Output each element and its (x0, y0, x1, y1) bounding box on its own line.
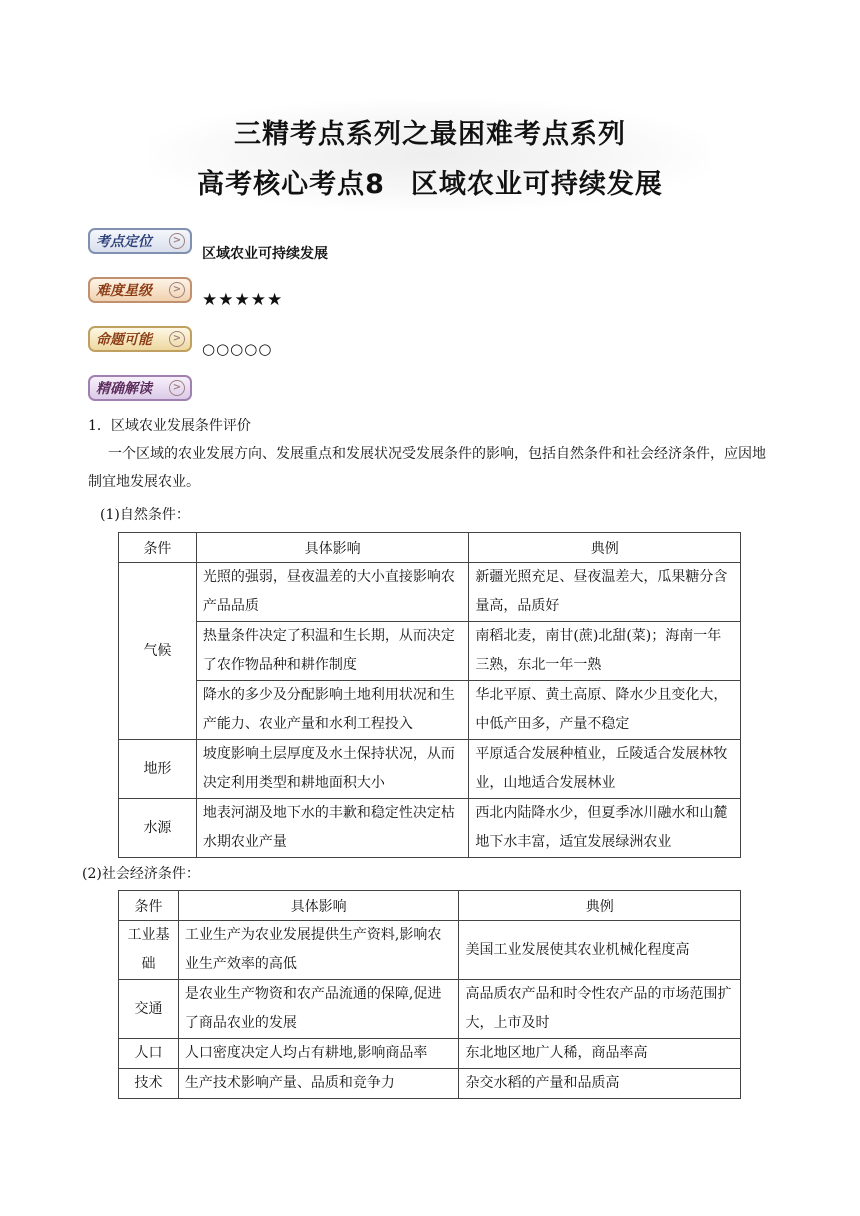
example-cell: 美国工业发展使其农业机械化程度高 (459, 921, 741, 980)
condition-cell: 气候 (119, 563, 197, 740)
condition-cell: 人口 (119, 1039, 179, 1069)
table-row (119, 799, 741, 858)
natural-conditions-table (118, 532, 741, 858)
series-title: 三精考点系列之最困难考点系列 (234, 119, 626, 150)
table-row (119, 1039, 741, 1069)
table-row (119, 980, 741, 1039)
effect-cell: 是农业生产物资和农产品流通的保障,促进了商品农业的发展 (178, 980, 459, 1039)
chevron-right-icon: > (169, 331, 185, 347)
condition-cell: 地形 (119, 740, 197, 799)
table-header-cell: 条件 (119, 533, 197, 563)
table-header-row (119, 533, 741, 563)
effect-cell: 坡度影响土层厚度及水土保持状况，从而决定利用类型和耕地面积大小 (196, 740, 469, 799)
example-cell: 西北内陆降水少，但夏季冰川融水和山麓地下水丰富，适宜发展绿洲农业 (469, 799, 741, 858)
example-cell: 东北地区地广人稀，商品率高 (459, 1039, 741, 1069)
badge-possibility (88, 326, 192, 352)
chevron-right-icon: > (169, 282, 185, 298)
effect-cell: 降水的多少及分配影响土地利用状况和生产能力、农业产量和水利工程投入 (196, 681, 469, 740)
effect-cell: 工业生产为农业发展提供生产资料,影响农业生产效率的高低 (178, 921, 459, 980)
table-header-cell: 条件 (119, 891, 179, 921)
section-heading: 1．区域农业发展条件评价 (88, 418, 251, 434)
table-header-cell: 具体影响 (196, 533, 469, 563)
badge-possibility-label: 命题可能 (96, 332, 152, 348)
effect-cell: 热量条件决定了积温和生长期，从而决定了农作物品种和耕作制度 (196, 622, 469, 681)
page-title-topic: 区域农业可持续发展 (410, 169, 663, 200)
condition-cell: 技术 (119, 1069, 179, 1099)
example-cell: 高品质农产品和时令性农产品的市场范围扩大，上市及时 (459, 980, 741, 1039)
example-cell: 华北平原、黄土高原、降水少且变化大，中低产田多，产量不稳定 (469, 681, 741, 740)
section-paragraph: 一个区域的农业发展方向、发展重点和发展状况受发展条件的影响，包括自然条件和社会经济条件，应因地制宜地发展农业。 (88, 446, 766, 490)
topic-text: 区域农业可持续发展 (202, 246, 328, 262)
badge-position-label: 考点定位 (96, 234, 152, 250)
badge-position (88, 228, 192, 254)
chevron-right-icon: > (169, 380, 185, 396)
natural-conditions-heading: (1)自然条件： (100, 507, 190, 523)
badge-analysis (88, 375, 192, 401)
table-header-cell: 具体影响 (178, 891, 459, 921)
condition-cell: 交通 (119, 980, 179, 1039)
page-title (0, 162, 860, 201)
example-cell: 杂交水稻的产量和品质高 (459, 1069, 741, 1099)
difficulty-stars: ★★★★★ (202, 290, 284, 310)
badge-difficulty-label: 难度星级 (96, 283, 152, 299)
table-row (119, 622, 741, 681)
badge-difficulty (88, 277, 192, 303)
example-cell: 新疆光照充足、昼夜温差大，瓜果糖分含量高，品质好 (469, 563, 741, 622)
example-cell: 南稻北麦，南甘(蔗)北甜(菜)；海南一年三熟，东北一年一熟 (469, 622, 741, 681)
effect-cell: 人口密度决定人均占有耕地,影响商品率 (178, 1039, 459, 1069)
effect-cell: 地表河湖及地下水的丰歉和稳定性决定枯水期农业产量 (196, 799, 469, 858)
condition-cell: 工业基础 (119, 921, 179, 980)
table-row (119, 1069, 741, 1099)
table-row (119, 921, 741, 980)
social-conditions-table (118, 890, 741, 1099)
possibility-circles: ○○○○○ (202, 340, 273, 358)
table-header-row (119, 891, 741, 921)
social-conditions-heading: (2)社会经济条件： (82, 866, 200, 882)
effect-cell: 光照的强弱，昼夜温差的大小直接影响农产品品质 (196, 563, 469, 622)
table-header-cell: 典例 (469, 533, 741, 563)
condition-cell: 水源 (119, 799, 197, 858)
table-row (119, 681, 741, 740)
example-cell: 平原适合发展种植业，丘陵适合发展林牧业，山地适合发展林业 (469, 740, 741, 799)
table-row (119, 740, 741, 799)
badge-analysis-label: 精确解读 (96, 381, 152, 397)
effect-cell: 生产技术影响产量、品质和竞争力 (178, 1069, 459, 1099)
page-title-number: 高考核心考点8 (197, 169, 385, 200)
table-row (119, 563, 741, 622)
table-header-cell: 典例 (459, 891, 741, 921)
chevron-right-icon: > (169, 233, 185, 249)
